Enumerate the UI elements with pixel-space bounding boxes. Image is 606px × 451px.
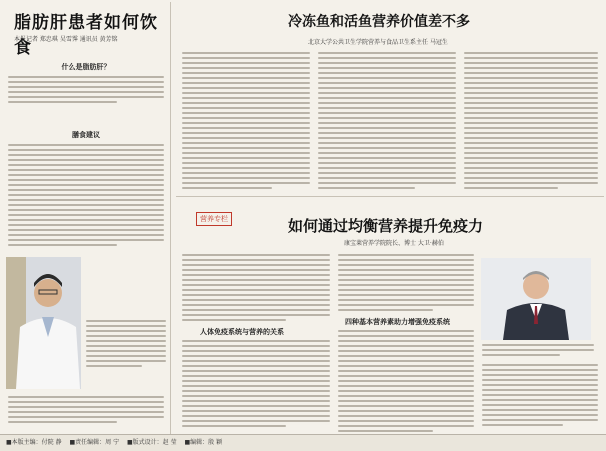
top-article-author: 北京大学公共卫生学院营养与食品卫生系主任 马冠生 — [308, 39, 448, 46]
column-tag: 营养专栏 — [196, 212, 232, 226]
top-article-col-3 — [464, 52, 598, 192]
expert-photo — [481, 258, 591, 340]
top-article-title: 冷冻鱼和活鱼营养价值差不多 — [288, 14, 470, 30]
bottom-article-col-1b — [182, 340, 330, 430]
bottom-article-title: 如何通过均衡营养提升免疫力 — [288, 217, 484, 235]
page-footer — [0, 434, 606, 451]
top-article-col-1 — [182, 52, 310, 192]
bottom-article-author: 康宝莱营养学院院长、博士 大卫·赫伯 — [344, 240, 444, 247]
left-subhead-2: 膳食建议 — [72, 131, 100, 139]
left-article-title: 脂肪肝患者如何饮食 — [14, 13, 158, 58]
left-body-text-3 — [8, 396, 164, 426]
bottom-subhead-2: 四种基本营养素助力增强免疫系统 — [345, 318, 450, 326]
footer-chief-editor: ■本版主编：付院 静 — [6, 439, 62, 446]
doctor-photo — [6, 257, 81, 389]
footer-layout-designer: ■版式设计：赵 莹 — [127, 439, 177, 446]
expert-photo-caption — [482, 344, 594, 359]
left-body-text-1 — [8, 76, 164, 106]
bottom-article-col-2b — [338, 330, 474, 435]
bottom-article-col-1a — [182, 254, 330, 324]
bottom-subhead-1: 人体免疫系统与营养的关系 — [200, 328, 284, 336]
bottom-article-col-3 — [482, 364, 598, 429]
top-article-col-2 — [318, 52, 456, 192]
footer-responsible-editor: ■责任编辑：周 宁 — [69, 439, 120, 446]
bottom-article-col-2a — [338, 254, 474, 314]
left-body-text-2 — [8, 144, 164, 249]
left-subhead-1: 什么是脂肪肝？ — [61, 63, 111, 71]
doctor-photo-caption — [86, 320, 166, 390]
footer-editor: ■编辑：殷 颖 — [184, 439, 223, 446]
article-divider — [176, 196, 604, 197]
left-article-byline: 本报记者 郑忠琪 吴雪霁 通讯员 黄芳铭 — [14, 36, 118, 43]
left-article — [2, 2, 171, 434]
